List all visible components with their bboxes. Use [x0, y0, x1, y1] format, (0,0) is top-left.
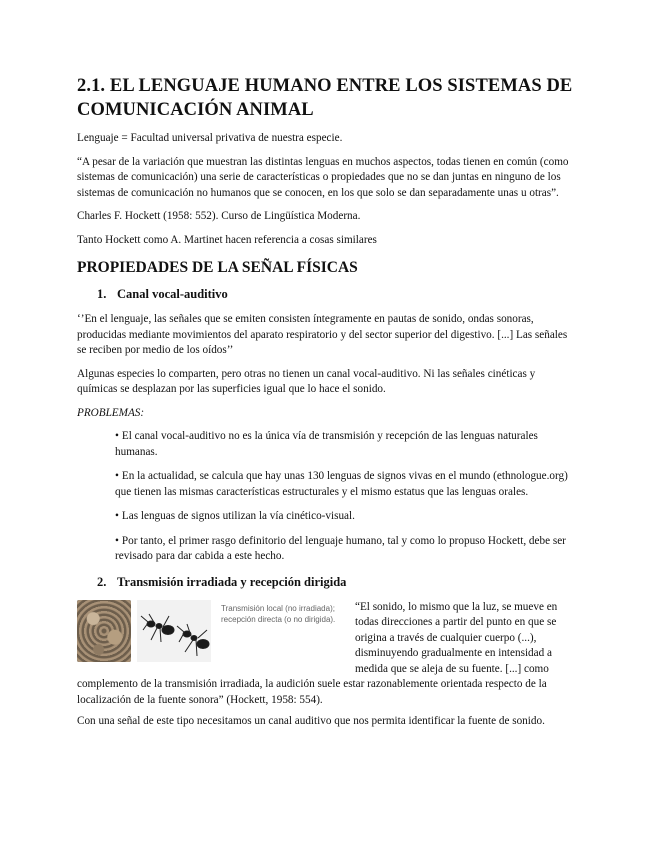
subsection-2-number: 2. — [97, 574, 107, 589]
figure-caption: Transmisión local (no irradiada); recepción directa (o no dirigida). — [221, 603, 336, 624]
document-page — [77, 74, 577, 738]
reference-note: Tanto Hockett como A. Martinet hacen referencia a cosas similares — [77, 233, 377, 246]
page-title: 2.1. EL LENGUAJE HUMANO ENTRE LOS SISTEMAS DE COMUNICACIÓN ANIMAL — [77, 76, 573, 120]
ant-icon — [137, 600, 211, 662]
vocal-auditory-quote: ‘’En el lenguaje, las señales que se emiten consisten íntegramente en pautas de sonido, ondas sonoras, producidas mediante movimientos del aparato respiratorio y del sector superior del digestivo. [...] Las señales se reciben por medio de los oídos’’ — [77, 313, 568, 356]
hockett-quote: “A pesar de la variación que muestran las distintas lenguas en muchos aspectos, todas tienen en común (como sistemas de comunicación) una serie de características o propiedades que no se dan juntas en ninguno de los sistemas de comunicación no humanos que se conocen, en los que solo se dan separadamente unas u otras”. — [77, 155, 569, 199]
section-title: PROPIEDADES DE LA SEÑAL FÍSICAS — [77, 259, 358, 276]
final-paragraph: Con una señal de este tipo necesitamos un canal auditivo que nos permita identificar la fuente de sonido. — [77, 715, 545, 727]
subsection-1-number: 1. — [97, 287, 107, 301]
list-item: • El canal vocal-auditivo no es la única vía de transmisión y recepción de las lenguas naturales humanas. — [115, 430, 538, 458]
ant-nest-photo — [77, 600, 131, 662]
irradiated-transmission-quote: “El sonido, lo mismo que la luz, se mueve en todas direcciones a partir del punto en que se origina a través de cualquier cuerpo (...), disminuyendo gradualmente en intensidad a medida que se aleja de su fuente. [...] como complemento de la transmisión irradiada, la audición suele estar razonablemente orientada respecto de la localización de la fuente sonora” (Hockett, 1958: 554). — [77, 600, 558, 706]
definition-paragraph: Lenguaje = Facultad universal privativa de nuestra especie. — [77, 132, 343, 144]
bullet-icon: • — [115, 510, 119, 522]
subsection-1-heading — [77, 286, 577, 302]
subsection-2-heading — [77, 574, 577, 590]
list-item: • Las lenguas de signos utilizan la vía cinético-visual. — [115, 510, 355, 522]
problems-label: PROBLEMAS: — [77, 406, 145, 419]
citation: Charles F. Hockett (1958: 552). Curso de Lingüística Moderna. — [77, 210, 361, 222]
ants-figure — [77, 600, 211, 662]
bullet-icon: • — [115, 430, 119, 442]
list-item: • Por tanto, el primer rasgo definitorio del lenguaje humano, tal y como lo propuso Hockett, debe ser revisado para dar cabida a este hecho. — [115, 534, 566, 562]
subsection-1-title: Canal vocal-auditivo — [117, 287, 228, 301]
list-item: • En la actualidad, se calcula que hay unas 130 lenguas de signos vivas en el mundo (ethnologue.org) que tienen las mismas características estructurales y el mismo estatus que las lenguas orales. — [115, 470, 568, 498]
bullet-icon: • — [115, 534, 119, 547]
bullet-icon: • — [115, 470, 119, 482]
figure-with-quote — [77, 600, 577, 709]
subsection-2-title: Transmisión irradiada y recepción dirigida — [117, 574, 347, 589]
ants-photo — [137, 600, 211, 662]
species-paragraph: Algunas especies lo comparten, pero otras no tienen un canal vocal-auditivo. Ni las señales cinéticas y químicas se desplazan por las superficies igual que lo hace el sonido. — [77, 367, 536, 395]
problems-list — [77, 429, 577, 565]
